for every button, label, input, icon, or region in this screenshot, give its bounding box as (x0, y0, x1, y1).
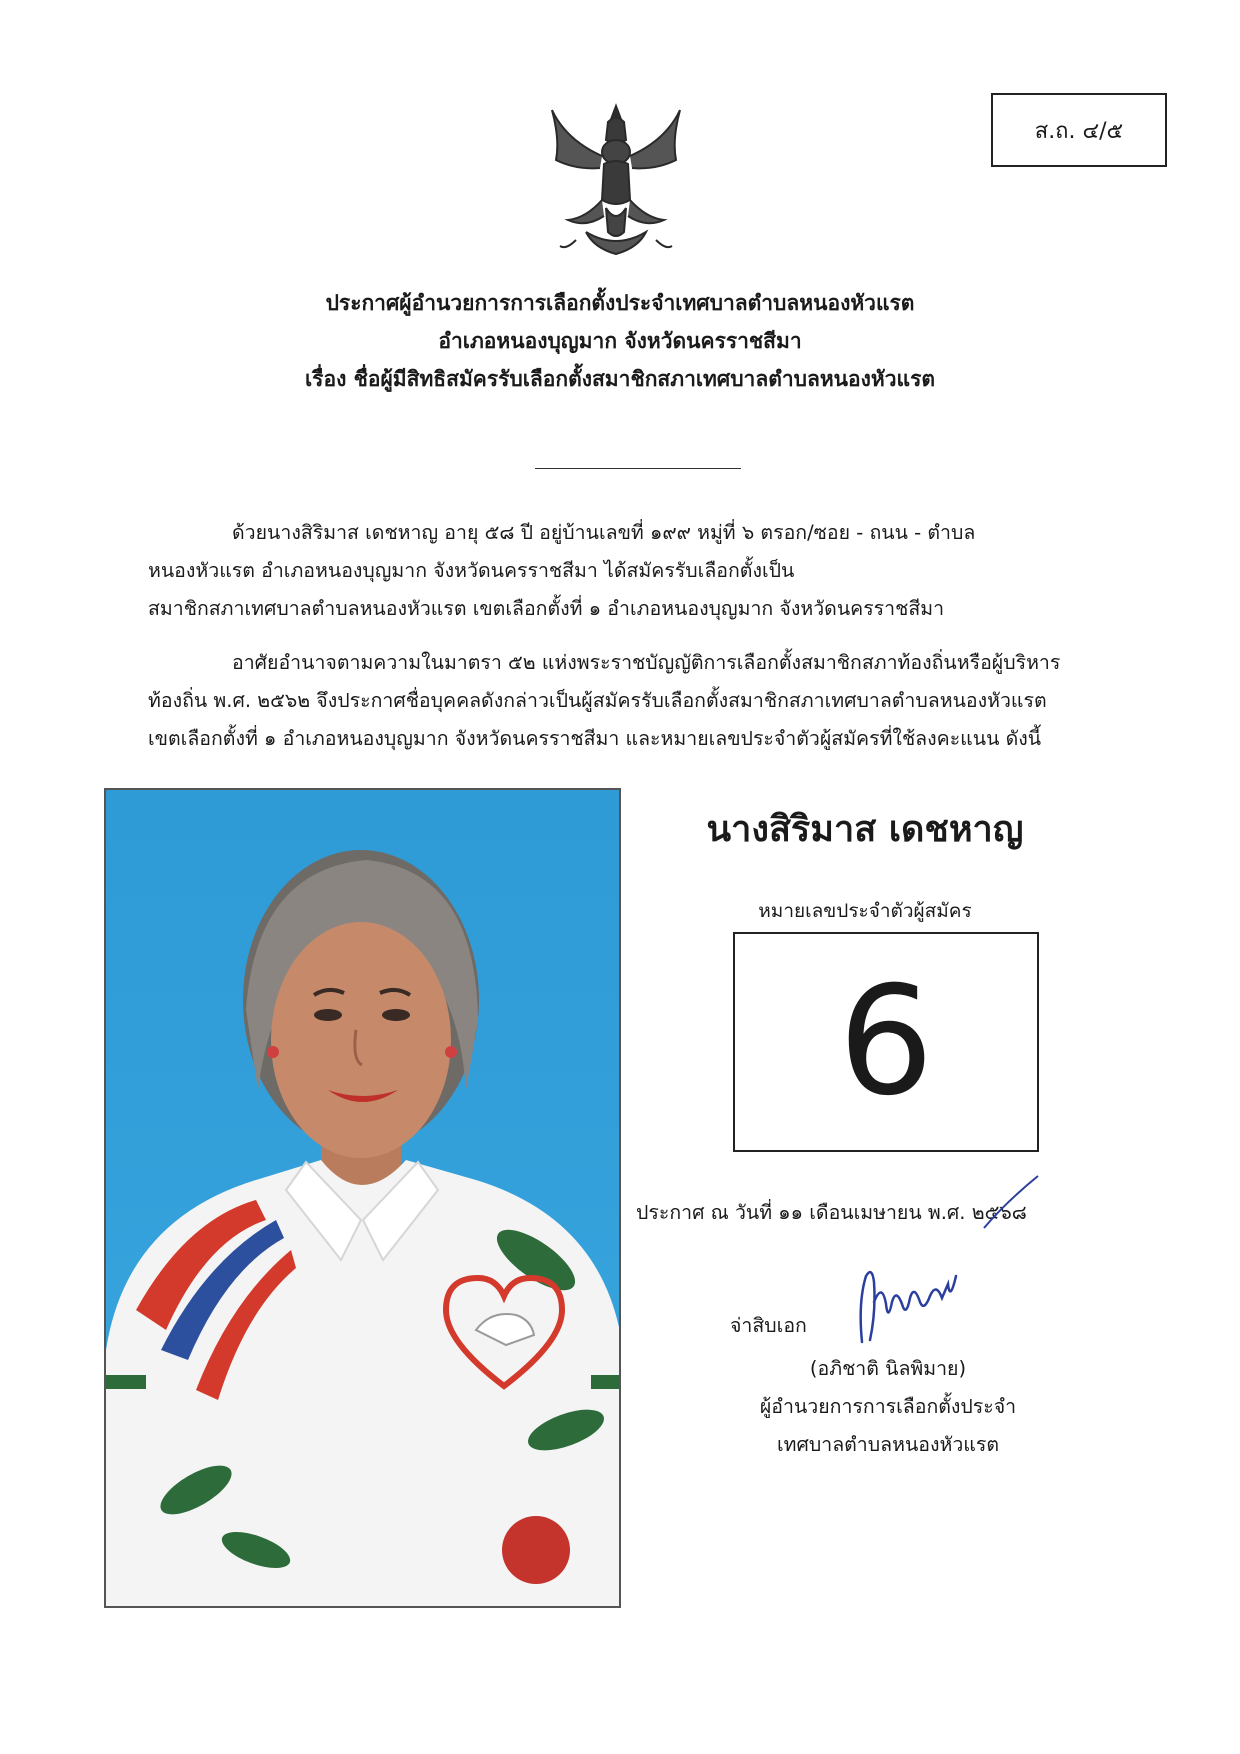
body-paragraph-2-line-3: เขตเลือกตั้งที่ ๑ อำเภอหนองบุญมาก จังหวัดนครราชสีมา และหมายเลขประจำตัวผู้สมัครที่ใช้ลงคะแนน ดังนี้ (148, 727, 1042, 750)
candidate-name: นางสิริมาส เดชหาญ (706, 809, 1024, 850)
signer-rank: จ่าสิบเอก (730, 1314, 807, 1337)
signer-name: (อภิชาติ นิลพิมาย) (809, 1357, 967, 1380)
signer-title-line-2: เทศบาลตำบลหนองหัวแรต (776, 1433, 1000, 1456)
candidate-portrait-image (106, 790, 621, 1608)
announcement-subject: เรื่อง ชื่อผู้มีสิทธิสมัครรับเลือกตั้งสมาชิกสภาเทศบาลตำบลหนองหัวแรต (305, 367, 935, 391)
announcement-district: อำเภอหนองบุญมาก จังหวัดนครราชสีมา (438, 329, 802, 353)
body-paragraph-1-line-2: หนองหัวแรต อำเภอหนองบุญมาก จังหวัดนครราชสีมา ได้สมัครรับเลือกตั้งเป็น (148, 559, 795, 582)
body-paragraph-1-line-3: สมาชิกสภาเทศบาลตำบลหนองหัวแรต เขตเลือกตั้งที่ ๑ อำเภอหนองบุญมาก จังหวัดนครราชสีมา (148, 597, 945, 620)
body-paragraph-2-line-1: อาศัยอำนาจตามความในมาตรา ๕๒ แห่งพระราชบัญญัติการเลือกตั้งสมาชิกสภาท้องถิ่นหรือผู้บริหาร (232, 651, 1061, 674)
body-paragraph-1-line-1: ด้วยนางสิริมาส เดชหาญ อายุ ๕๘ ปี อยู่บ้านเลขที่ ๑๙๙ หมู่ที่ ๖ ตรอก/ซอย - ถนน - ตำบล (232, 521, 976, 544)
signer-title-line-1: ผู้อำนวยการการเลือกตั้งประจำ (759, 1395, 1017, 1418)
garuda-emblem-icon (546, 100, 686, 258)
signature-icon (852, 1262, 972, 1352)
candidate-number: 6 (733, 932, 1039, 1152)
form-code: ส.ถ. ๔/๕ (991, 93, 1167, 167)
candidate-photo (104, 788, 621, 1608)
announcement-date: ประกาศ ณ วันที่ ๑๑ เดือนเมษายน พ.ศ. ๒๕๖๘ (636, 1201, 1027, 1224)
body-paragraph-2-line-2: ท้องถิ่น พ.ศ. ๒๕๖๒ จึงประกาศชื่อบุคคลดังกล่าวเป็นผู้สมัครรับเลือกตั้งสมาชิกสภาเทศบาลตำบลหนองหัวแรต (148, 689, 1047, 712)
candidate-number-label: หมายเลขประจำตัวผู้สมัคร (758, 900, 972, 922)
signature-stroke-icon (980, 1172, 1042, 1232)
announcement-title: ประกาศผู้อำนวยการการเลือกตั้งประจำเทศบาลตำบลหนองหัวแรต (325, 291, 915, 315)
divider (535, 468, 741, 469)
